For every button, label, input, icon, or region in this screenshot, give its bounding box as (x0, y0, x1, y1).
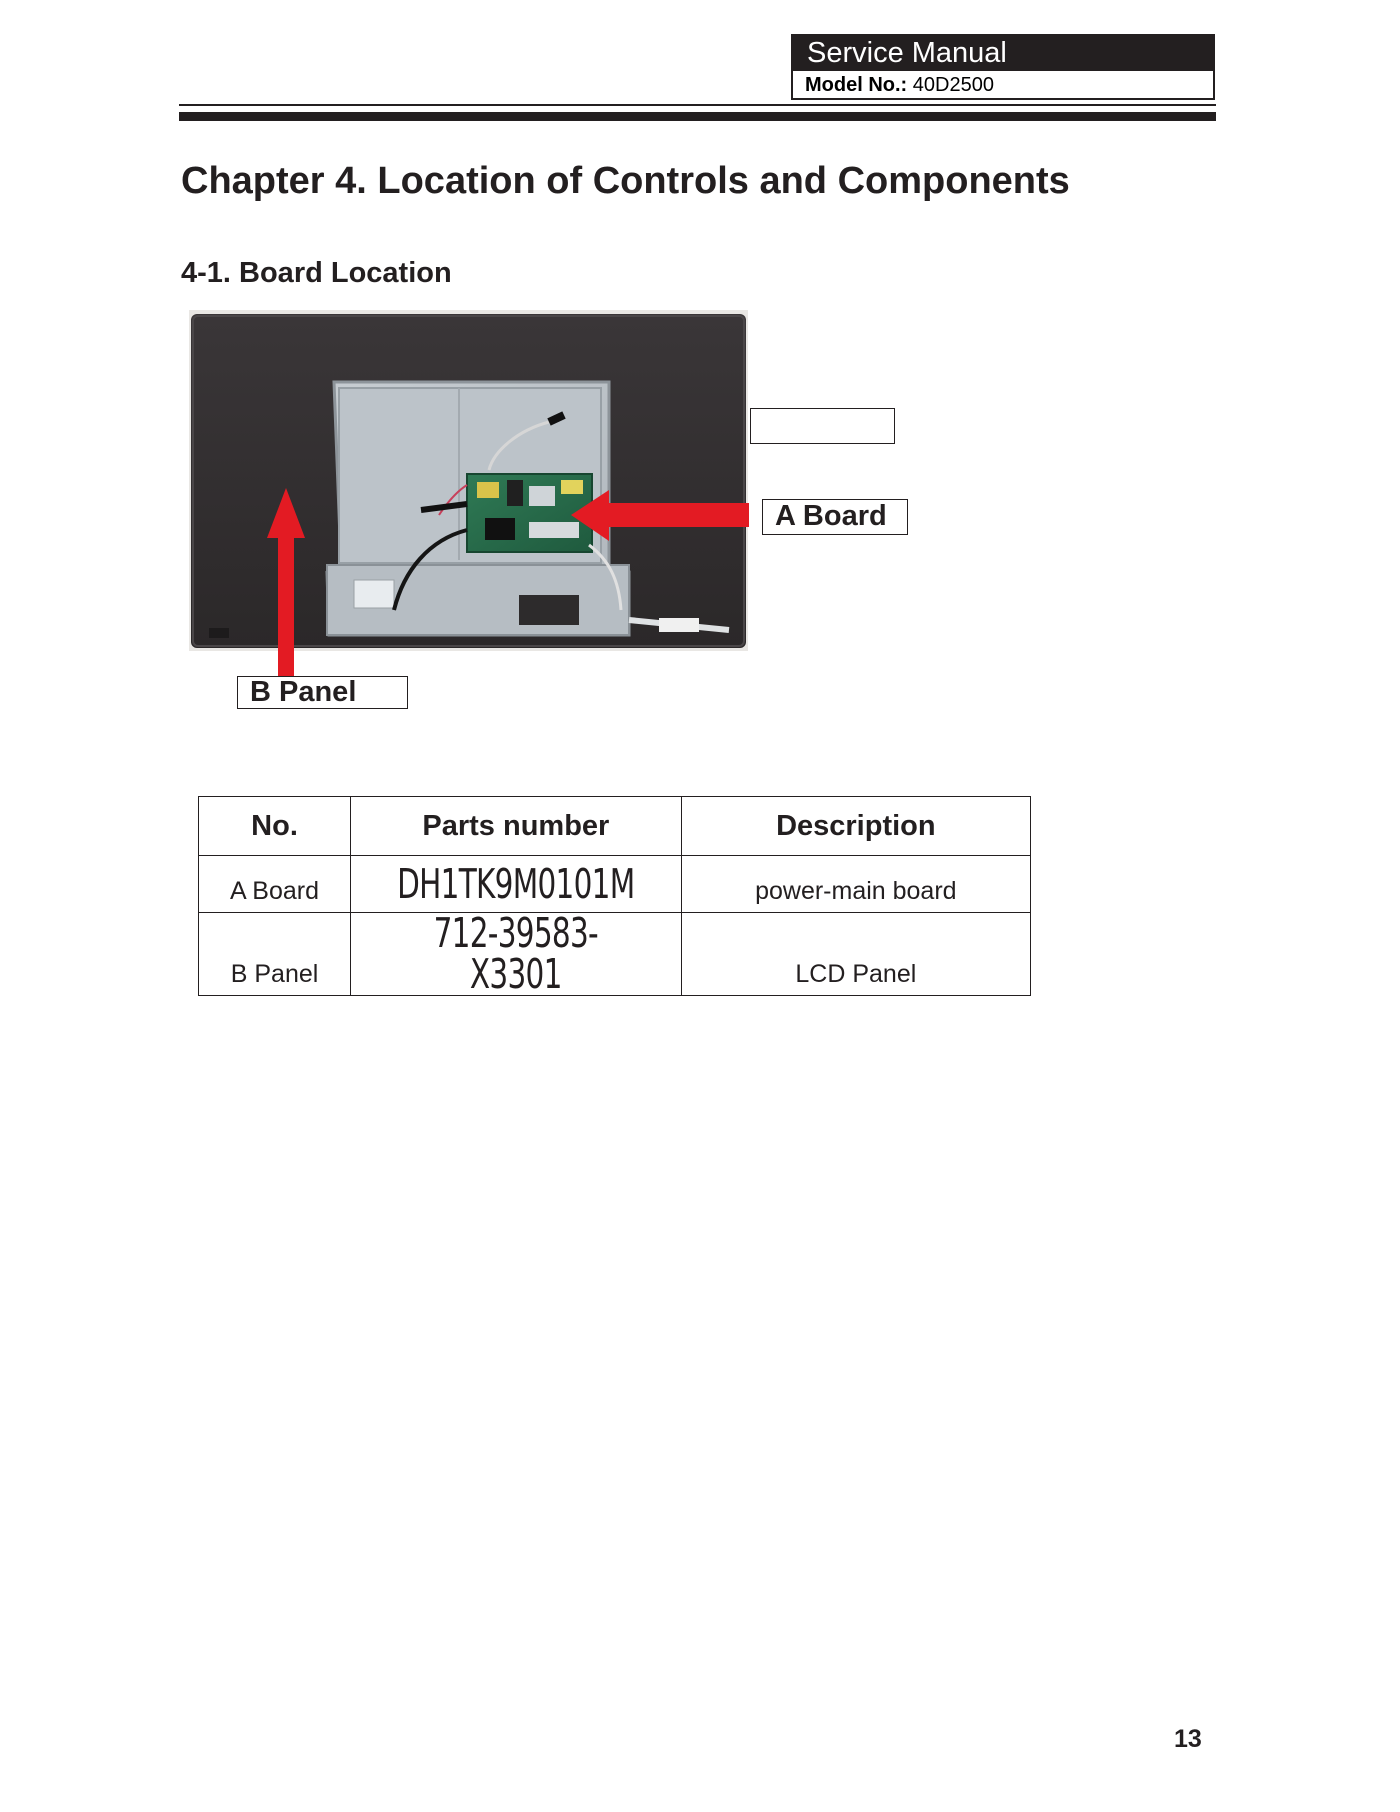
part-number-text: DH1TK9M0101M (397, 859, 635, 908)
model-value: 40D2500 (912, 74, 994, 96)
table-row (199, 856, 1031, 913)
table-header-row (199, 797, 1031, 856)
section-title: 4-1. Board Location (181, 257, 452, 289)
cell-part-number (351, 856, 682, 913)
cell-description: power-main board (681, 856, 1030, 913)
blank-callout-box (750, 408, 895, 444)
chapter-title: Chapter 4. Location of Controls and Components (181, 160, 1070, 202)
model-label: Model No.: (805, 74, 908, 96)
header-rule-thick (179, 112, 1216, 121)
col-header-description: Description (681, 797, 1030, 856)
table-row (199, 913, 1031, 996)
model-number (793, 71, 1213, 100)
tv-back-photo (189, 310, 748, 651)
header-title: Service Manual (793, 36, 1213, 71)
service-manual-header (791, 34, 1215, 100)
parts-table (198, 796, 1031, 996)
part-number-text: 712-39583-X3301 (433, 909, 599, 998)
callout-a-board: A Board (762, 499, 908, 535)
header-rule-thin (179, 104, 1216, 106)
cell-part-number (351, 909, 682, 998)
cell-no: B Panel (199, 913, 351, 996)
col-header-no: No. (199, 797, 351, 856)
callout-b-panel: B Panel (237, 676, 408, 709)
cell-description: LCD Panel (681, 913, 1030, 996)
cell-no: A Board (199, 856, 351, 913)
page-number: 13 (1174, 1725, 1202, 1753)
col-header-parts-number: Parts number (351, 797, 682, 856)
